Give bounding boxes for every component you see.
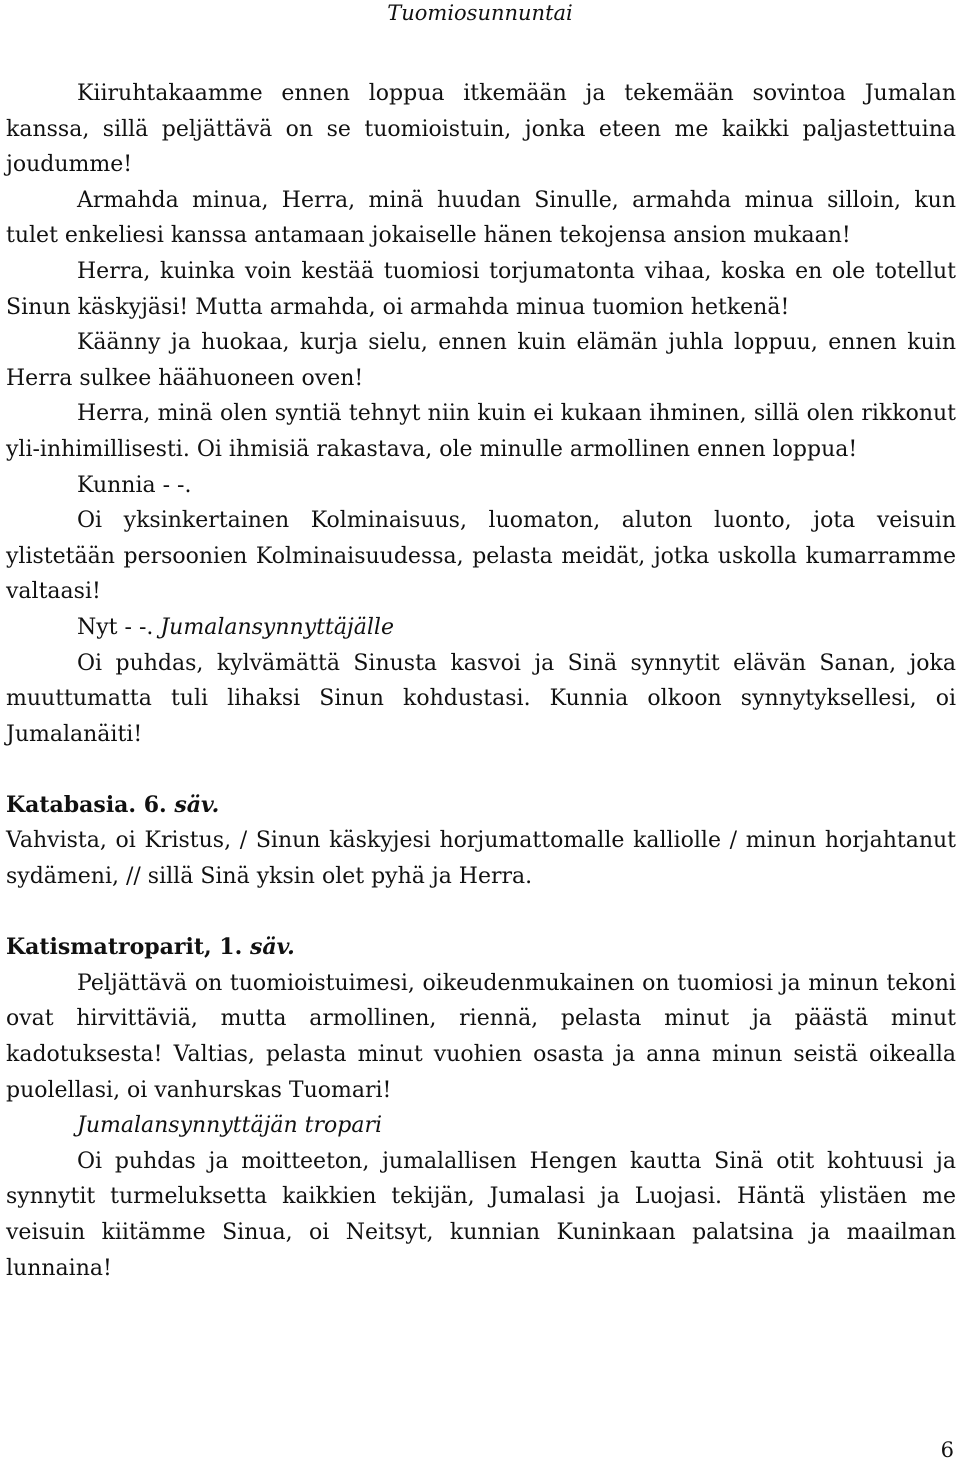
heading-title: Katismatroparit, 1.: [6, 934, 250, 961]
section-heading-katabasia: [6, 788, 956, 824]
page-number: 6: [940, 1438, 954, 1462]
paragraph: Herra, kuinka voin kestää tuomiosi torjumatonta vihaa, koska en ole totellut Sinun käskyjäsi! Mutta armahda, oi armahda minua tuomion hetkenä!: [6, 258, 956, 320]
paragraph: Vahvista, oi Kristus, / Sinun käskyjesi horjumattomalle kalliolle / minun horjahtanut sydämeni, // sillä Sinä yksin olet pyhä ja Herra.: [6, 828, 956, 890]
page-header: Tuomiosunnuntai: [387, 1, 573, 25]
paragraph: Oi puhdas, kylvämättä Sinusta kasvoi ja Sinä synnytit elävän Sanan, joka muuttumatta tuli lihaksi Sinun kohdustasi. Kunnia olkoon synnytyksellesi, oi Jumalanäiti!: [6, 650, 956, 747]
spacer: [6, 752, 956, 788]
paragraph: Peljättävä on tuomioistuimesi, oikeudenmukainen on tuomiosi ja minun tekoni ovat hirvittäviä, mutta armollinen, riennä, pelasta minut ja päästä minut kadotuksesta! Valtias, pelasta minut vuohien osasta ja anna minun seistä oikealla puolellasi, oi vanhurskas Tuomari!: [6, 970, 956, 1103]
heading-tone: säv.: [174, 791, 220, 818]
paragraph: Käänny ja huokaa, kurja sielu, ennen kuin elämän juhla loppuu, ennen kuin Herra sulkee häähuoneen oven!: [6, 330, 956, 391]
paragraph: [6, 610, 956, 646]
section-subtitle: Jumalansynnyttäjälle: [160, 614, 394, 640]
spacer: [6, 895, 956, 931]
heading-title: Katabasia. 6.: [6, 791, 175, 818]
section-heading-katismatroparit: [6, 930, 956, 966]
section-subtitle: Jumalansynnyttäjän tropari: [77, 1113, 383, 1139]
document-body: [6, 76, 956, 1286]
paragraph: Herra, minä olen syntiä tehnyt niin kuin ei kukaan ihminen, sillä olen rikkonut yli-inhimillisesti. Oi ihmisiä rakastava, ole minulle armollinen ennen loppua!: [6, 401, 956, 462]
heading-tone: säv.: [249, 934, 295, 961]
paragraph: Kunnia - -.: [77, 472, 192, 498]
paragraph: Kiiruhtakaamme ennen loppua itkemään ja tekemään sovintoa Jumalan kanssa, sillä peljättävä on se tuomioistuin, jonka eteen me kaikki paljastettuina joudumme!: [6, 81, 956, 178]
paragraph-prefix: Nyt - -.: [77, 614, 161, 640]
paragraph: Oi yksinkertainen Kolminaisuus, luomaton, aluton luonto, jota veisuin ylistetään persoonien Kolminaisuudessa, pelasta meidät, jotka uskolla kumarramme valtaasi!: [6, 508, 956, 605]
paragraph: Armahda minua, Herra, minä huudan Sinulle, armahda minua silloin, kun tulet enkeliesi kanssa antamaan jokaiselle hänen tekojensa ansion mukaan!: [6, 187, 956, 249]
paragraph: Oi puhdas ja moitteeton, jumalallisen Hengen kautta Sinä otit kohtuusi ja synnytit turmeluksetta kaikkien tekijän, Jumalasi ja Luojasi. Häntä ylistäen me veisuin kiitämme Sinua, oi Neitsyt, kunnian Kuninkaan palatsina ja maailman lunnaina!: [6, 1148, 956, 1281]
